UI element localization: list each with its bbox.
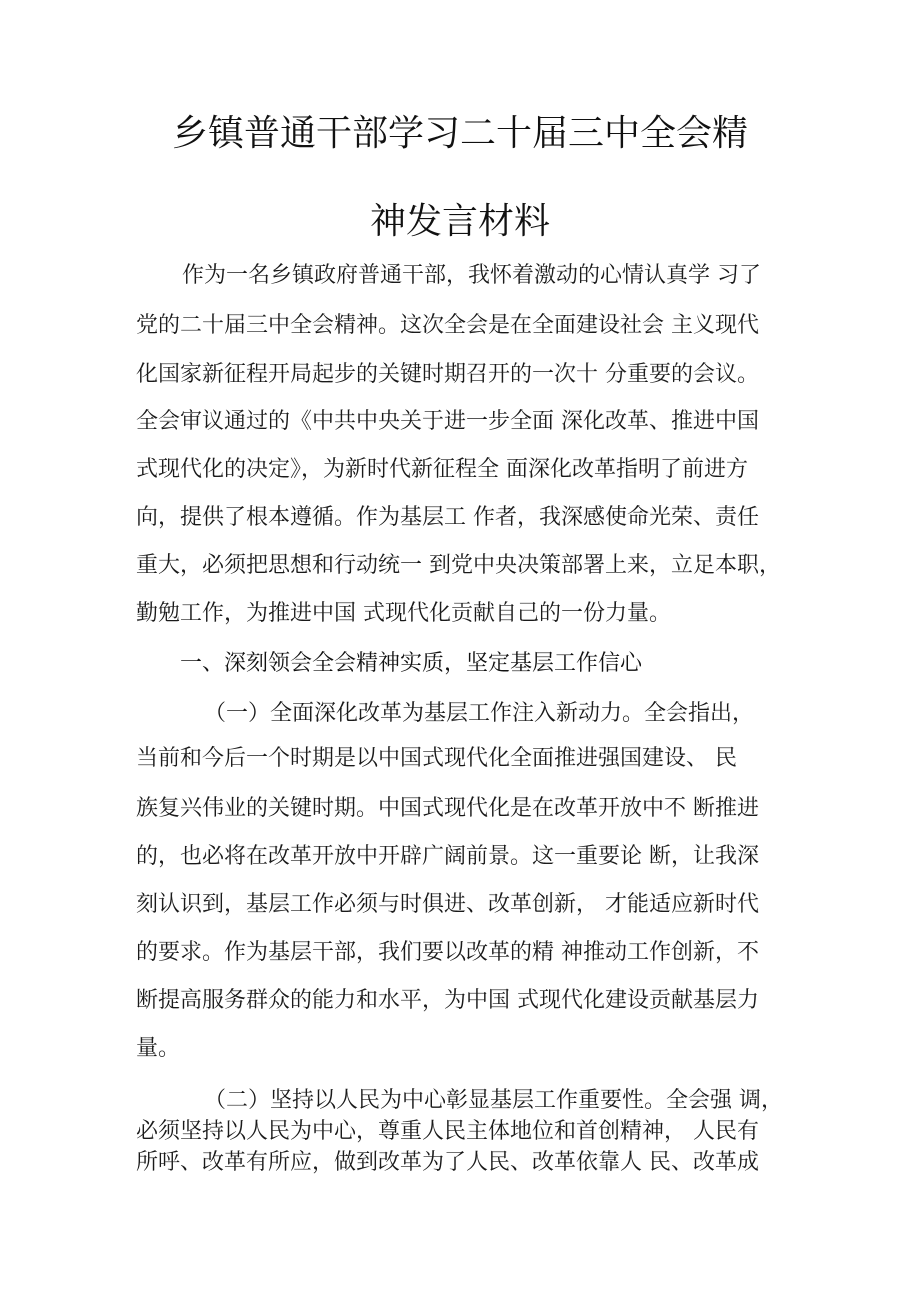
intro-line: 党的二十届三中全会精神。这次全会是在全面建设社会 主义现代	[136, 313, 759, 338]
paragraph-line: 的要求。作为基层干部，我们要以改革的精 神推动工作创新，不	[136, 940, 759, 965]
paragraph-line: 族复兴伟业的关键时期。中国式现代化是在改革开放中不 断推进	[136, 796, 759, 821]
section-heading: 一、深刻领会全会精神实质，坚定基层工作信心	[180, 651, 643, 676]
intro-line: 全会审议通过的《中共中央关于进一步全面 深化改革、推进中国	[136, 409, 759, 434]
paragraph-line: 所呼、改革有所应，做到改革为了人民、改革依靠人 民、改革成	[136, 1150, 759, 1175]
intro-line: 化国家新征程开局起步的关键时期召开的一次十 分重要的会议。	[136, 362, 759, 387]
paragraph-line: 的，也必将在改革开放中开辟广阔前景。这一重要论 断，让我深	[136, 844, 759, 869]
intro-line: 重大，必须把思想和行动统一 到党中央决策部署上来，立足本职，	[136, 553, 781, 578]
paragraph-line: （二）坚持以人民为中心彰显基层工作重要性。全会强 调，	[204, 1088, 783, 1113]
intro-line: 作为一名乡镇政府普通干部，我怀着激动的心情认真学 习了	[182, 263, 761, 288]
paragraph-line: 量。	[136, 1036, 181, 1061]
paragraph-line: 当前和今后一个时期是以中国式现代化全面推进强国建设、 民	[136, 746, 737, 771]
intro-line: 勤勉工作，为推进中国 式现代化贡献自己的一份力量。	[136, 601, 671, 626]
paragraph-line: 断提高服务群众的能力和水平，为中国 式现代化建设贡献基层力	[136, 988, 759, 1013]
document-title-line-1: 乡镇普通干部学习二十届三中全会精	[171, 113, 748, 154]
paragraph-line: （一）全面深化改革为基层工作注入新动力。全会指出，	[204, 701, 755, 726]
paragraph-line: 刻认识到，基层工作必须与时俱进、改革创新， 才能适应新时代	[136, 892, 759, 917]
paragraph-line: 必须坚持以人民为中心，尊重人民主体地位和首创精神， 人民有	[136, 1119, 759, 1144]
document-title-line-2: 神发言材料	[369, 201, 550, 242]
intro-line: 式现代化的决定》，为新时代新征程全 面深化改革指明了前进方	[136, 457, 748, 482]
intro-line: 向，提供了根本遵循。作为基层工 作者，我深感使命光荣、责任	[136, 505, 759, 530]
